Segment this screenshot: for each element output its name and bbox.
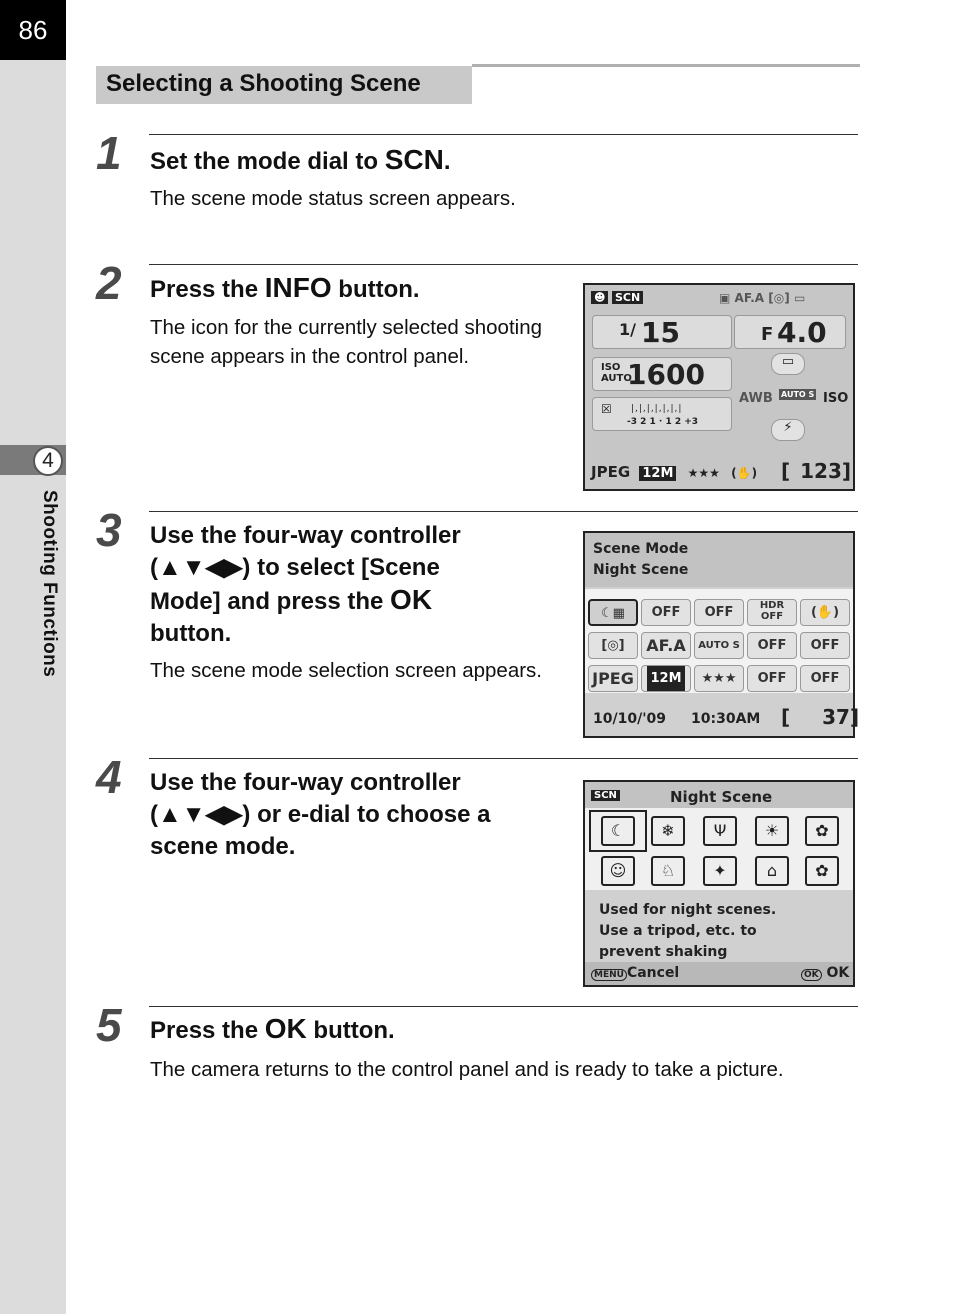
step-5-text: The camera returns to the control panel and is ready to take a picture. xyxy=(150,1058,784,1081)
flash-icon[interactable]: ⚡ xyxy=(771,419,805,441)
panel-subtitle: Night Scene xyxy=(593,562,689,578)
pet-icon[interactable]: ♘ xyxy=(651,856,685,886)
shutter-speed[interactable]: 1/ 15 xyxy=(592,315,732,349)
snow-icon[interactable]: ❄ xyxy=(651,816,685,846)
iso-sensitivity[interactable]: ISO AUTO 1600 xyxy=(592,357,732,391)
section-rule xyxy=(472,64,860,67)
step-divider xyxy=(149,1006,858,1007)
step-number-2: 2 xyxy=(96,257,122,309)
night-scene-icon[interactable]: ☾ xyxy=(601,816,635,846)
ev-icon: ☒ xyxy=(601,402,612,416)
step-1-title: Set the mode dial to SCN. xyxy=(150,144,451,175)
metering-icon: [◎] xyxy=(768,291,790,305)
ok-button-symbol: OK xyxy=(264,1013,307,1044)
step-number-4: 4 xyxy=(96,751,122,803)
info-button-symbol: INFO xyxy=(264,272,332,303)
menu-key-icon: MENU xyxy=(591,969,627,981)
sunset-icon[interactable]: ☀ xyxy=(755,816,789,846)
drive-icon: ▣ xyxy=(719,291,731,305)
tile-digital-filter[interactable]: OFF xyxy=(641,599,691,626)
scene-description: Used for night scenes. Use a tripod, etc. to prevent shaking xyxy=(599,902,777,960)
step-divider xyxy=(149,264,858,265)
tile-distortion[interactable]: OFF xyxy=(747,665,797,692)
drive-mode-button[interactable]: ▭ xyxy=(771,353,805,375)
iso-button[interactable]: ISO xyxy=(823,391,849,406)
tile-aberration[interactable]: OFF xyxy=(800,665,850,692)
shots-remaining: [ 37] xyxy=(781,705,860,729)
section-title: Selecting a Shooting Scene xyxy=(96,66,472,104)
quality-stars: ★★★ xyxy=(687,466,720,480)
resolution: 12M xyxy=(639,466,676,481)
tile-shadow[interactable]: OFF xyxy=(800,632,850,659)
night-portrait-icon[interactable]: ✿ xyxy=(805,856,839,886)
step-3-title: Use the four-way controller (▲▼◀▶) to select [Scene Mode] and press the OK button. xyxy=(150,522,461,647)
scene-icon: ☻ SCN xyxy=(591,291,643,304)
tile-metering[interactable]: [◎] xyxy=(588,632,638,659)
step-4-title: Use the four-way controller (▲▼◀▶) or e-dial to choose a scene mode. xyxy=(150,769,491,860)
ev-ticks: |,|,|,|,|,|,| xyxy=(631,404,683,414)
candlelight-icon[interactable]: ✦ xyxy=(703,856,737,886)
tile-file-format[interactable]: JPEG xyxy=(588,665,638,692)
panel-title: Scene Mode xyxy=(593,541,689,557)
shake-reduction-icon: (✋) xyxy=(731,466,758,480)
auto-picture-icon[interactable]: AUTO S xyxy=(781,390,815,399)
exposure-compensation[interactable] xyxy=(592,397,732,431)
ok-button[interactable]: OK OK xyxy=(801,965,849,981)
food-icon[interactable]: Ψ xyxy=(703,816,737,846)
af-mode: ▣ AF.A [◎] ▭ xyxy=(719,291,806,305)
white-balance[interactable]: AWB xyxy=(739,391,773,406)
chapter-number: 4 xyxy=(33,446,63,476)
step-number-3: 3 xyxy=(96,504,122,556)
page-number: 86 xyxy=(0,0,66,60)
step-1-text: The scene mode status screen appears. xyxy=(150,187,516,210)
tile-auto-picture[interactable]: AUTO S xyxy=(694,632,744,659)
ok-key-icon: OK xyxy=(801,969,822,981)
format-bar xyxy=(591,463,757,481)
file-format: JPEG xyxy=(591,463,631,481)
control-panel-screen xyxy=(583,283,855,491)
shots-remaining: [ 123] xyxy=(781,459,852,483)
cancel-button[interactable]: MENU Cancel xyxy=(591,965,679,981)
step-2-title: Press the INFO button. xyxy=(150,272,420,303)
iso-label: ISO AUTO xyxy=(601,362,632,384)
time: 10:30AM xyxy=(691,711,761,727)
stage-lighting-icon[interactable]: ✿ xyxy=(805,816,839,846)
step-number-1: 1 xyxy=(96,127,122,179)
tile-scene-mode[interactable]: ☾▦ xyxy=(588,599,638,626)
tile-resolution[interactable]: 12M xyxy=(641,665,691,692)
tile-highlight[interactable]: OFF xyxy=(747,632,797,659)
step-divider xyxy=(149,134,858,135)
date: 10/10/'09 xyxy=(593,711,666,727)
scene-mode-control-panel xyxy=(583,531,860,738)
tile-shake-reduction[interactable]: (✋) xyxy=(800,599,850,626)
aperture[interactable]: F 4.0 xyxy=(734,315,846,349)
step-number-5: 5 xyxy=(96,999,122,1051)
scene-name: Night Scene xyxy=(670,788,773,806)
tile-hdr[interactable]: HDR OFF xyxy=(747,599,797,626)
tile-custom-image[interactable]: OFF xyxy=(694,599,744,626)
tile-af-mode[interactable]: AF.A xyxy=(641,632,691,659)
kids-icon[interactable]: ☺ xyxy=(601,856,635,886)
step-2-text: The icon for the currently selected shooting scene appears in the control panel. xyxy=(150,316,542,368)
step-5-title: Press the OK button. xyxy=(150,1013,395,1044)
step-divider xyxy=(149,758,858,759)
ev-scale: -3 2 1 · 1 2 +3 xyxy=(627,417,699,427)
step-divider xyxy=(149,511,858,512)
scn-symbol: SCN xyxy=(384,144,444,175)
tile-quality[interactable]: ★★★ xyxy=(694,665,744,692)
chapter-title: Shooting Functions xyxy=(39,490,60,678)
ok-button-symbol: OK xyxy=(390,584,433,615)
battery-icon: ▭ xyxy=(793,291,806,305)
step-3-text: The scene mode selection screen appears. xyxy=(150,659,543,682)
scn-icon: SCN xyxy=(591,790,620,801)
museum-icon[interactable]: ⌂ xyxy=(755,856,789,886)
scene-selection-screen xyxy=(583,780,855,987)
